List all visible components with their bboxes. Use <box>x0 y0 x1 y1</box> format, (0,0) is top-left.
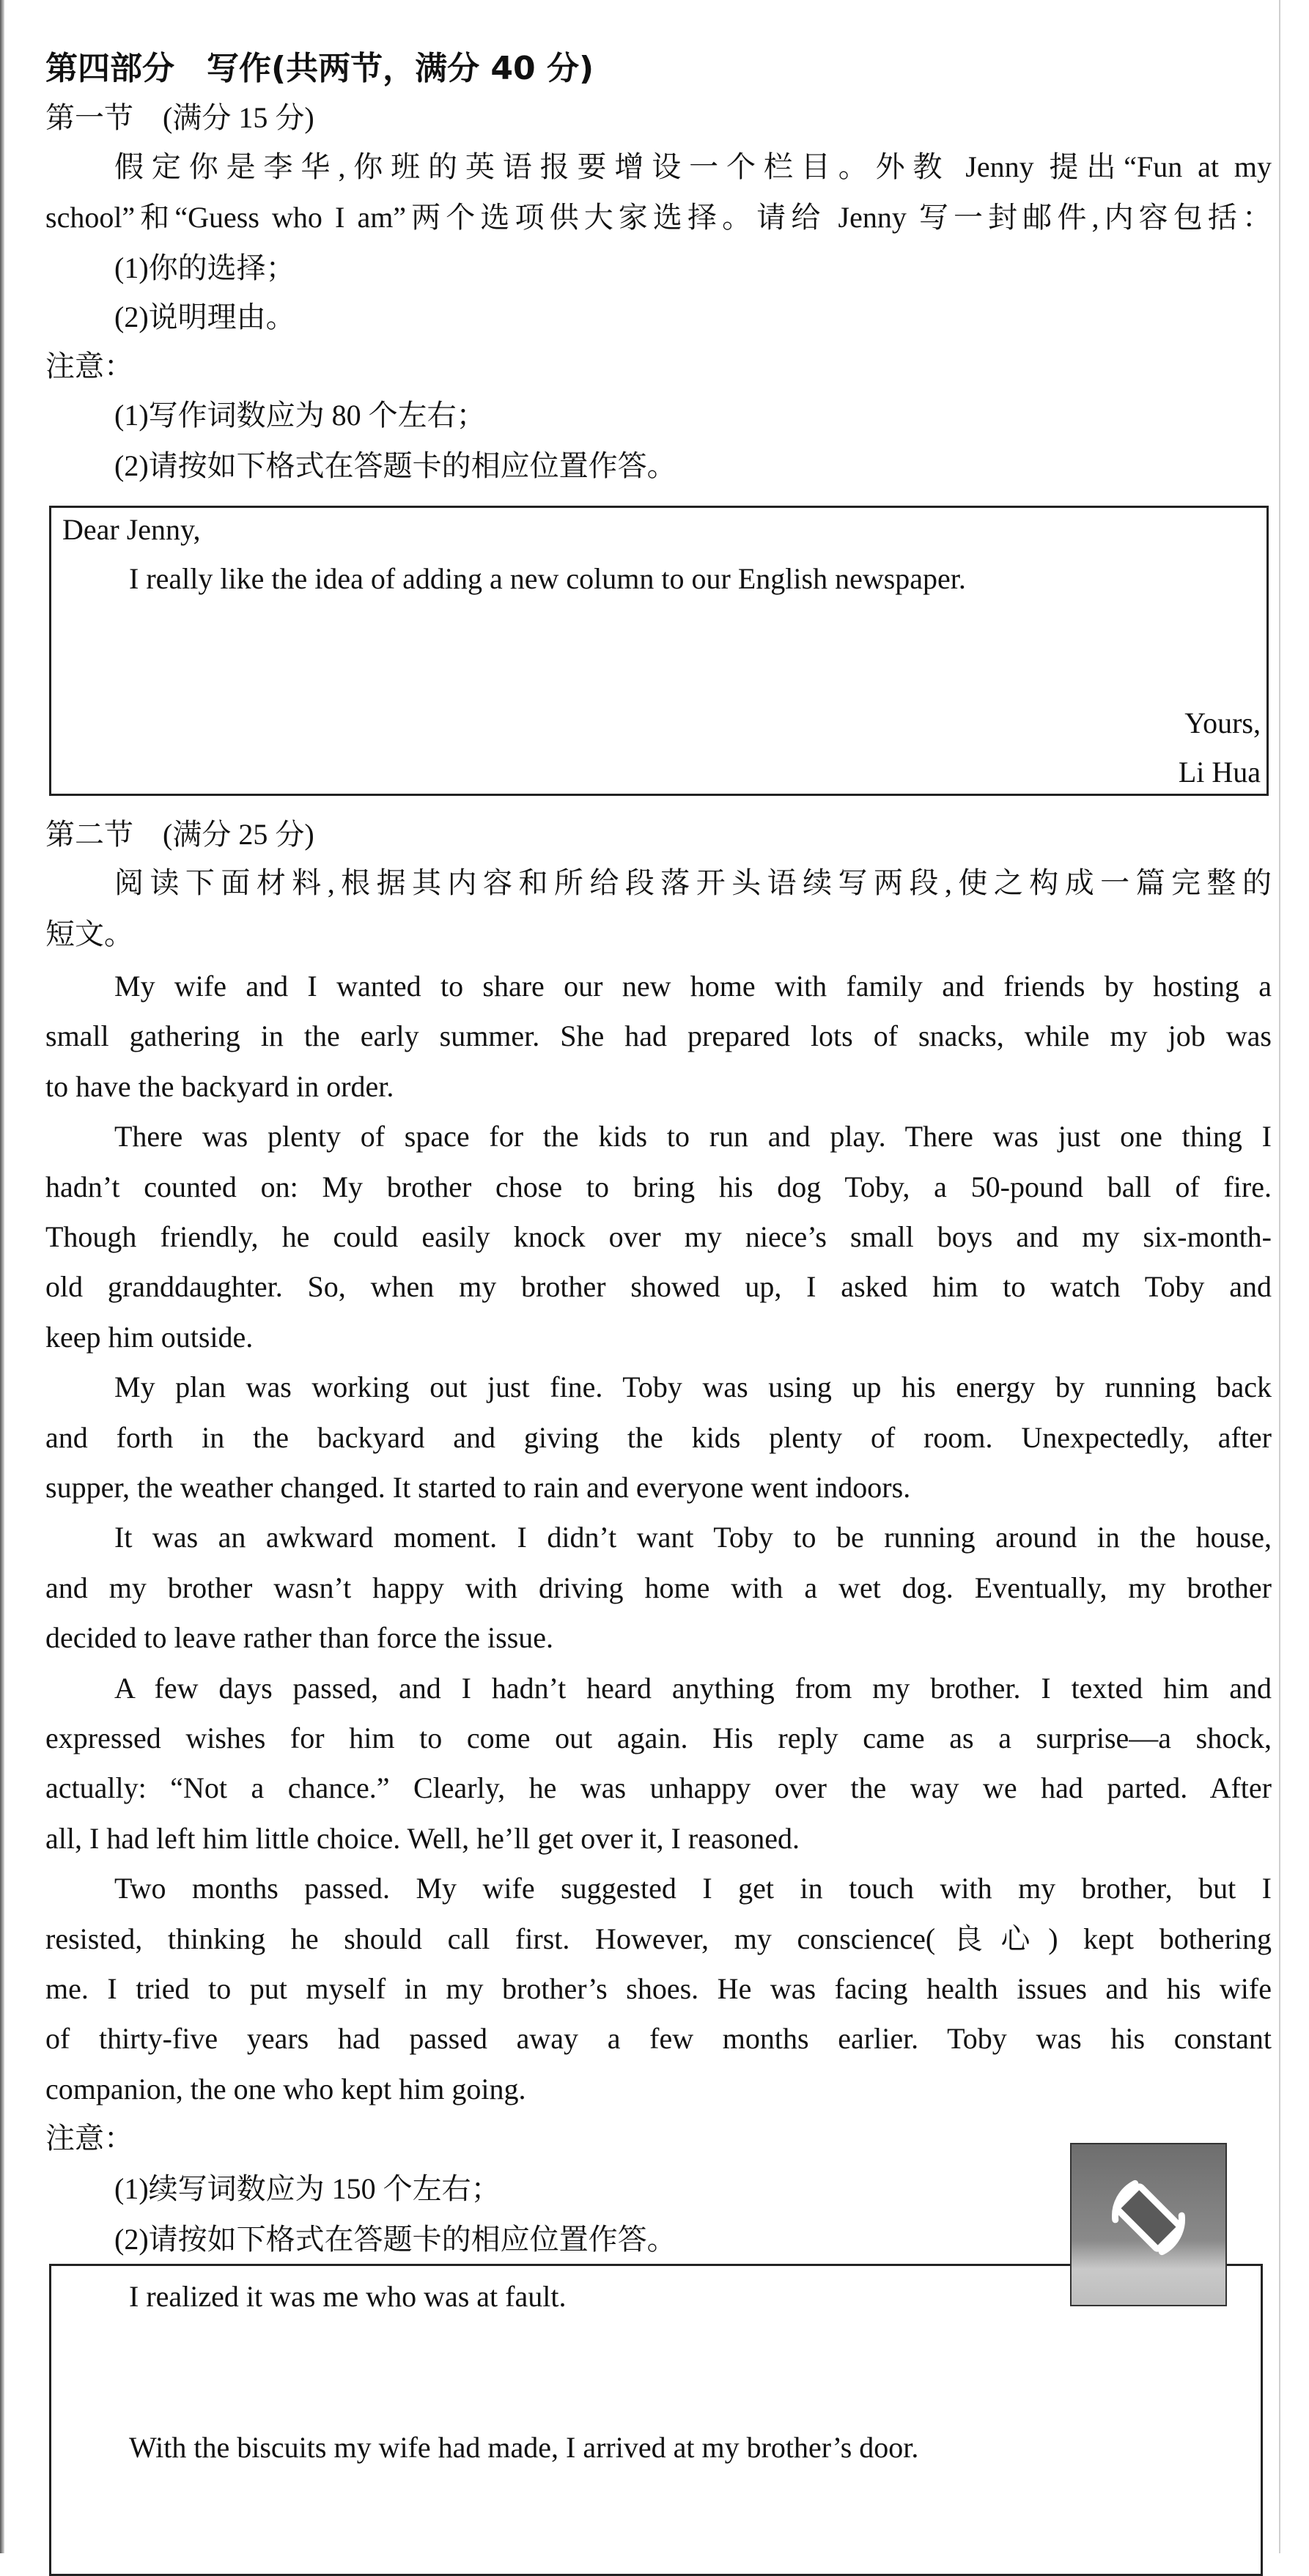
letter-greeting: Dear Jenny, <box>62 513 201 546</box>
passage-line: actually: “Not a chance.” Clearly, he was unhappy over the way we had parted. After <box>45 1771 1272 1804</box>
passage-line: hadn’t counted on: My brother chose to bring his dog Toby, a 50-pound ball of fire. <box>45 1170 1272 1203</box>
rotate-screen-button[interactable] <box>1070 2143 1227 2306</box>
paragraph1-opening: I realized it was me who was at fault. <box>129 2280 567 2313</box>
notes-label: 注意： <box>45 2122 133 2155</box>
passage-line: It was an awkward moment. I didn’t want Toby to be running around in the house, <box>114 1521 1272 1554</box>
passage-line: My wife and I wanted to share our new home with family and friends by hosting a <box>114 970 1272 1003</box>
scan-edge-right <box>1279 0 1280 2553</box>
passage-line: Though friendly, he could easily knock over my niece’s small boys and my six-month- <box>45 1220 1272 1253</box>
passage-line: companion, the one who kept him going. <box>45 2073 526 2106</box>
note-item: (2)请按如下格式在答题卡的相应位置作答。 <box>114 2223 676 2256</box>
instruction-line: 阅读下面材料,根据其内容和所给段落开头语续写两段,使之构成一篇完整的 <box>114 866 1272 899</box>
notes-label: 注意： <box>45 350 133 383</box>
note-item: (2)请按如下格式在答题卡的相应位置作答。 <box>114 449 676 482</box>
letter-opening: I really like the idea of adding a new column to our English newspaper. <box>129 562 966 595</box>
passage-line: to have the backyard in order. <box>45 1070 394 1103</box>
note-item: (1)写作词数应为 80 个左右； <box>114 399 486 432</box>
passage-line: old granddaughter. So, when my brother showed up, I asked him to watch Toby and <box>45 1270 1272 1303</box>
passage-line: decided to leave rather than force the issue. <box>45 1621 554 1654</box>
passage-line: small gathering in the early summer. She had prepared lots of snacks, while my job was <box>45 1019 1272 1052</box>
letter-closing: Yours, <box>1184 706 1261 739</box>
scan-edge-left <box>0 0 4 2553</box>
passage-line: supper, the weather changed. It started to rain and everyone went indoors. <box>45 1471 911 1504</box>
passage-line: expressed wishes for him to come out again. His reply came as a surprise—a shock, <box>45 1721 1272 1754</box>
note-item: (1)续写词数应为 150 个左右； <box>114 2172 501 2205</box>
letter-signature: Li Hua <box>1178 756 1261 789</box>
passage-line: A few days passed, and I hadn’t heard anything from my brother. I texted him and <box>114 1672 1272 1705</box>
passage-line: of thirty-five years had passed away a few months earlier. Toby was his constant <box>45 2022 1272 2055</box>
prompt-line: school”和“Guess who I am”两个选项供大家选择。请给 Jenny 写一封邮件,内容包括： <box>45 201 1272 234</box>
passage-line: Two months passed. My wife suggested I get in touch with my brother, but I <box>114 1872 1272 1905</box>
passage-line: and forth in the backyard and giving the kids plenty of room. Unexpectedly, after <box>45 1421 1272 1454</box>
part-title: 第四部分 写作(共两节，满分 40 分) <box>45 50 594 87</box>
passage-line: My plan was working out just fine. Toby was using up his energy by running back <box>114 1370 1272 1403</box>
section1-heading: 第一节 (满分 15 分) <box>45 101 314 134</box>
passage-line: resisted, thinking he should call first. However, my conscience(良心) kept bothering <box>45 1922 1272 1955</box>
section2-heading: 第二节 (满分 25 分) <box>45 818 314 851</box>
passage-line: me. I tried to put myself in my brother’s shoes. He was facing health issues and his wife <box>45 1972 1272 2005</box>
passage-line: all, I had left him little choice. Well, he’ll get over it, I reasoned. <box>45 1822 800 1855</box>
rotate-screen-icon <box>1072 2144 1225 2305</box>
requirement-item: (1)你的选择； <box>114 251 295 284</box>
passage-line: keep him outside. <box>45 1321 254 1354</box>
passage-line: and my brother wasn’t happy with driving home with a wet dog. Eventually, my brother <box>45 1571 1272 1604</box>
passage-line: There was plenty of space for the kids to run and play. There was just one thing I <box>114 1120 1272 1153</box>
requirement-item: (2)说明理由。 <box>114 300 295 333</box>
prompt-line: 假定你是李华,你班的英语报要增设一个栏目。外教 Jenny 提出“Fun at my <box>114 150 1272 183</box>
instruction-line: 短文。 <box>45 918 133 951</box>
paragraph2-opening: With the biscuits my wife had made, I arrived at my brother’s door. <box>129 2431 919 2464</box>
